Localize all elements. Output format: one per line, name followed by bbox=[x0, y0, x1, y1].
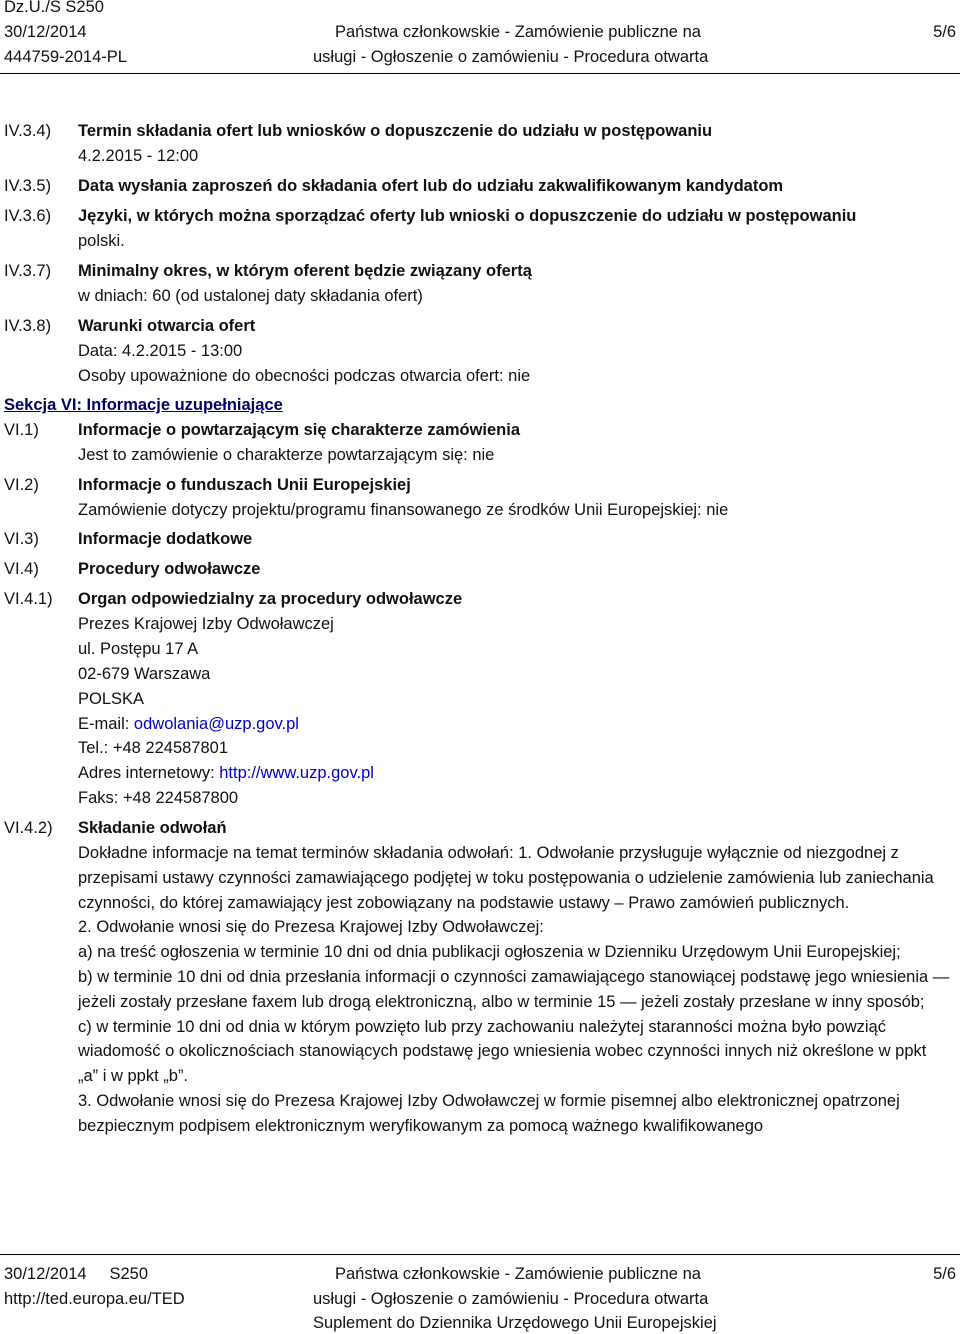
section-title: Data wysłania zaproszeń do składania ofert lub do udziału zakwalifikowanym kandydatom bbox=[78, 177, 784, 195]
authority-street: ul. Postępu 17 A bbox=[78, 640, 199, 658]
section-title: Języki, w których można sporządzać oferty lub wnioski o dopuszczenie do udziału w postępowaniu bbox=[78, 207, 857, 225]
appeals-paragraph: a) na treść ogłoszenia w terminie 10 dni od dnia publikacji ogłoszenia w Dzienniku Urzędowym Unii Europejskiej; bbox=[78, 943, 901, 962]
footer-date-issue: 30/12/2014 S250 bbox=[4, 1265, 149, 1283]
appeals-paragraph: c) w terminie 10 dni od dnia w którym powzięto lub przy zachowaniu należytej staranności można było powziąć wiadomość o okolicznościach stanowiących podstawę jego wniesienia wobec czynności innych niż określone w ppkt „a” i w ppkt „b”. bbox=[78, 1017, 927, 1086]
appeals-text bbox=[78, 841, 950, 1139]
appeals-paragraph: 2. Odwołanie wnosi się do Prezesa Krajowej Izby Odwoławczej: bbox=[78, 918, 544, 937]
appeals-paragraph: b) w terminie 10 dni od dnia przesłania informacji o czynności zamawiającego stanowiącej podstawę jego wniesienia — jeżeli zostały przesłane faxem lub drogą elektroniczną, albo w terminie 15 — jeżeli zostały przesłane w inny sposób; bbox=[78, 967, 950, 1011]
header-title-line1: Państwa członkowskie - Zamówienie publiczne na bbox=[335, 23, 701, 41]
section-title: Termin składania ofert lub wniosków o dopuszczenie do udziału w postępowaniu bbox=[78, 122, 713, 140]
section-title: Procedury odwoławcze bbox=[78, 560, 261, 578]
header-page-number: 5/6 bbox=[933, 23, 956, 41]
section-number: VI.4.2) bbox=[4, 819, 53, 837]
section-number: VI.1) bbox=[4, 421, 39, 439]
authority-name: Prezes Krajowej Izby Odwoławczej bbox=[78, 615, 334, 633]
header-rule bbox=[0, 73, 960, 74]
section-number: VI.3) bbox=[4, 530, 39, 548]
section-value: Jest to zamówienie o charakterze powtarzającym się: nie bbox=[78, 446, 495, 464]
website-link[interactable]: http://www.uzp.gov.pl bbox=[219, 764, 374, 782]
header-date: 30/12/2014 bbox=[4, 23, 87, 41]
section-number: IV.3.5) bbox=[4, 177, 52, 195]
footer-url: http://ted.europa.eu/TED bbox=[4, 1290, 185, 1308]
section-number: VI.2) bbox=[4, 476, 39, 494]
authority-email-row bbox=[78, 714, 299, 734]
section-title: Informacje o funduszach Unii Europejskiej bbox=[78, 476, 411, 494]
footer-page-number: 5/6 bbox=[933, 1265, 956, 1283]
section-title: Organ odpowiedzialny za procedury odwoławcze bbox=[78, 590, 463, 608]
footer-title-line3: Suplement do Dziennika Urzędowego Unii Europejskiej bbox=[313, 1314, 717, 1332]
section-title: Informacje dodatkowe bbox=[78, 530, 253, 548]
section-value: Osoby upoważnione do obecności podczas otwarcia ofert: nie bbox=[78, 367, 531, 385]
section-value: polski. bbox=[78, 232, 125, 250]
section-value: 4.2.2015 - 12:00 bbox=[78, 147, 199, 165]
authority-web-row bbox=[78, 763, 374, 783]
section-value: w dniach: 60 (od ustalonej daty składania ofert) bbox=[78, 287, 423, 305]
authority-fax: Faks: +48 224587800 bbox=[78, 789, 239, 807]
section-title: Informacje o powtarzającym się charakterze zamówienia bbox=[78, 421, 521, 439]
section-number: IV.3.8) bbox=[4, 317, 52, 335]
section-vi-heading: Sekcja VI: Informacje uzupełniające bbox=[4, 396, 283, 414]
web-label: Adres internetowy: bbox=[78, 764, 220, 782]
section-title: Warunki otwarcia ofert bbox=[78, 317, 256, 335]
email-label: E-mail: bbox=[78, 715, 134, 733]
section-value: Data: 4.2.2015 - 13:00 bbox=[78, 342, 243, 360]
authority-city: 02-679 Warszawa bbox=[78, 665, 211, 683]
authority-phone: Tel.: +48 224587801 bbox=[78, 739, 229, 757]
footer-title-line2: usługi - Ogłoszenie o zamówieniu - Procedura otwarta bbox=[313, 1290, 709, 1308]
section-title: Minimalny okres, w którym oferent będzie związany ofertą bbox=[78, 262, 532, 280]
section-number: VI.4.1) bbox=[4, 590, 53, 608]
header-notice-number: 444759-2014-PL bbox=[4, 48, 127, 66]
section-title: Składanie odwołań bbox=[78, 819, 227, 837]
section-number: VI.4) bbox=[4, 560, 39, 578]
section-value: Zamówienie dotyczy projektu/programu finansowanego ze środków Unii Europejskiej: nie bbox=[78, 501, 729, 519]
section-number: IV.3.6) bbox=[4, 207, 52, 225]
section-number: IV.3.4) bbox=[4, 122, 52, 140]
header-doc-id: Dz.U./S S250 bbox=[4, 0, 104, 16]
footer-title-line1: Państwa członkowskie - Zamówienie publiczne na bbox=[335, 1265, 701, 1283]
section-number: IV.3.7) bbox=[4, 262, 52, 280]
header-title-line2: usługi - Ogłoszenie o zamówieniu - Procedura otwarta bbox=[313, 48, 709, 66]
email-link[interactable]: odwolania@uzp.gov.pl bbox=[133, 715, 299, 733]
appeals-paragraph: 3. Odwołanie wnosi się do Prezesa Krajowej Izby Odwoławczej w formie pisemnej albo elektronicznej opatrzonej bezpiecznym podpisem elektronicznym weryfikowanym za pomocą ważnego kwalifikowanego bbox=[78, 1091, 900, 1135]
authority-country: POLSKA bbox=[78, 690, 145, 708]
footer-rule bbox=[0, 1254, 960, 1255]
appeals-paragraph: Dokładne informacje na temat terminów składania odwołań: 1. Odwołanie przysługuje wyłącznie od niezgodnej z przepisami ustawy czynności zamawiającego podjętej w toku postępowania o udzielenie zamówienia lub zaniechania czynności, do której zamawiający jest zobowiązany na podstawie ustawy – Prawo zamówień publicznych. bbox=[78, 844, 934, 912]
